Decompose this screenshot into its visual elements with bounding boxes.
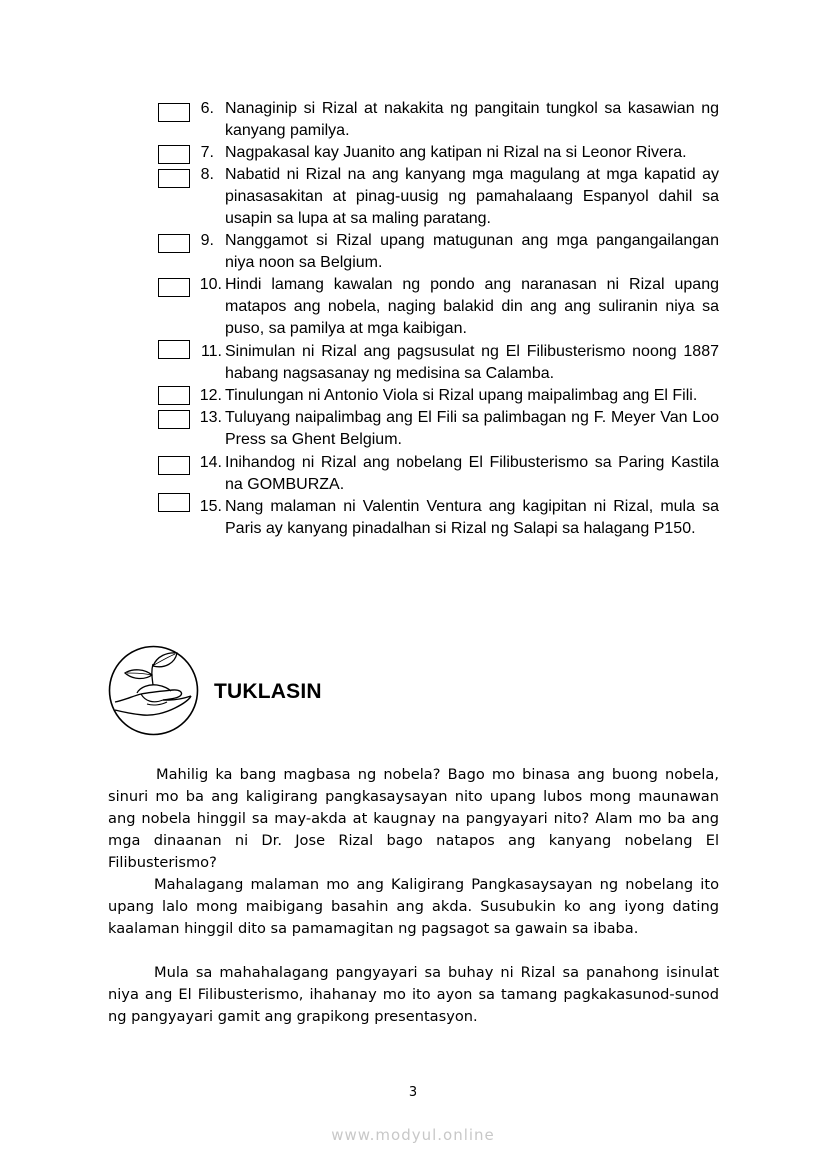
item-number: 7. <box>200 144 214 161</box>
hand-holding-seedling-icon <box>107 644 200 737</box>
item-number: 6. <box>200 100 214 117</box>
item-text: Nanggamot si Rizal upang matugunan ang mga pangangailangan niya noon sa Belgium. <box>225 232 719 271</box>
item-number: 8. <box>200 166 214 183</box>
page-number: 3 <box>408 1085 418 1100</box>
item-number: 13. <box>199 409 222 426</box>
item-number: 15. <box>199 498 222 515</box>
item-number: 12. <box>199 387 222 404</box>
paragraph-text: Mahalagang malaman mo ang Kaligirang Pangkasaysayan ng nobelang ito upang lalo mong maibigang basahin ang akda. Susubukin ko ang iyong dating kaalaman hinggil dito sa pamamagitan ng pagsagot sa gawain sa ibaba. <box>108 876 719 937</box>
item-text: Nang malaman ni Valentin Ventura ang kagipitan ni Rizal, mula sa Paris ay kanyang pinadalhan si Rizal ng Salapi sa halagang P150. <box>225 498 719 537</box>
item-text: Tinulungan ni Antonio Viola si Rizal upang maipalimbag ang El Fili. <box>225 387 698 404</box>
item-number: 11. <box>200 343 222 360</box>
item-text: Inihandog ni Rizal ang nobelang El Filibusterismo sa Paring Kastila na GOMBURZA. <box>225 454 719 493</box>
item-text: Sinimulan ni Rizal ang pagsusulat ng El Filibusterismo noong 1887 habang nagsasanay ng medisina sa Calamba. <box>225 343 719 382</box>
item-text: Hindi lamang kawalan ng pondo ang naranasan ni Rizal upang matapos ang nobela, naging balakid din ang ang suliranin niya sa puso, sa pamilya at mga kaibigan. <box>225 276 719 337</box>
item-number: 10. <box>199 276 222 293</box>
watermark: www.modyul.online <box>331 1126 495 1144</box>
paragraph-text: Mahilig ka bang magbasa ng nobela? Bago mo binasa ang buong nobela, sinuri mo ba ang kaligirang pangkasaysayan nito upang lubos mong maunawan ang nobela hinggil sa may-akda at kaugnay na pangyayari nito? Alam mo ba ang mga dinaanan ni Dr. Jose Rizal bago natapos ang kanyang nobelang El Filibusterismo? <box>108 766 719 871</box>
item-number: 9. <box>200 232 214 249</box>
section-title: TUKLASIN <box>214 680 322 703</box>
paragraph-context <box>108 874 719 940</box>
item-text: Nanaginip si Rizal at nakakita ng pangitain tungkol sa kasawian ng kanyang pamilya. <box>225 100 719 139</box>
item-number: 14. <box>199 454 222 471</box>
item-text: Nabatid ni Rizal na ang kanyang mga magulang at mga kapatid ay pinasasakitan at pinag-uusig ng pamahalaang Espanyol dahil sa usapin sa lupa at sa maling paratang. <box>225 166 719 227</box>
paragraph-instruction <box>108 962 719 1028</box>
paragraph-intro <box>108 764 719 874</box>
paragraph-text: Mula sa mahahalagang pangyayari sa buhay ni Rizal sa panahong isinulat niya ang El Filibusterismo, ihahanay mo ito ayon sa tamang pagkakasunod-sunod ng pangyayari gamit ang grapikong presentasyon. <box>108 964 719 1025</box>
item-text: Nagpakasal kay Juanito ang katipan ni Rizal na si Leonor Rivera. <box>225 144 687 161</box>
item-text: Tuluyang naipalimbag ang El Fili sa palimbagan ng F. Meyer Van Loo Press sa Ghent Belgium. <box>225 409 719 448</box>
